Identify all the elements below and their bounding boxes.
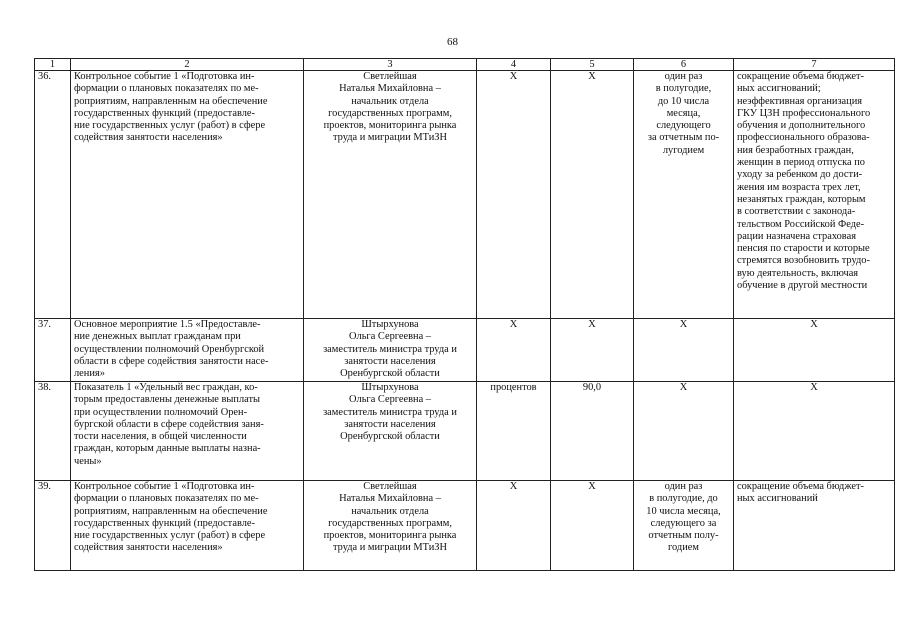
responsible-person: [304, 319, 477, 382]
responsible-person-line: заместитель министра труда и: [323, 406, 457, 418]
responsible-person-line: Оренбургской области: [340, 431, 440, 443]
risk-cell-line: незанятых граждан, которым: [737, 193, 866, 205]
event-description-line: ние денежных выплат гражданам при: [74, 331, 241, 343]
row-number: 38.: [35, 382, 71, 481]
risk-cell-line: Х: [810, 382, 818, 393]
event-description-line: тости населения, в общей численности: [74, 431, 247, 443]
deadline-cell-line: лугодием: [662, 144, 705, 156]
event-description-line: торым предоставлены денежные выплаты: [74, 394, 261, 406]
event-description-line: граждан, которым данные выплаты назна-: [74, 443, 261, 455]
deadline-cell-line: за отчетным по-: [647, 132, 720, 144]
event-description-line: роприятиям, направленным на обеспечение: [74, 505, 268, 517]
col-header-2: 2: [71, 59, 304, 71]
table-row: [35, 481, 895, 571]
responsible-person-line: Наталья Михайловна –: [339, 83, 441, 95]
responsible-person-line: Штырхунова: [361, 382, 419, 393]
col-header-7: 7: [734, 59, 895, 71]
responsible-person-line: государственных программ,: [328, 107, 452, 119]
table-row: [35, 319, 895, 382]
risk-cell-line: ГКУ ЦЗН профессионального: [737, 107, 871, 119]
risk-cell-line: ных ассигнований;: [737, 83, 821, 95]
risk-cell: [734, 382, 895, 481]
deadline-cell-line: Х: [679, 382, 688, 393]
row-number: 37.: [35, 319, 71, 382]
responsible-person-line: Светлейшая: [363, 481, 417, 492]
col-header-4: 4: [477, 59, 551, 71]
risk-cell-line: неэффективная организация: [737, 95, 863, 107]
deadline-cell-line: до 10 числа: [657, 95, 710, 107]
deadline-cell-line: один раз: [664, 71, 703, 82]
responsible-person: [304, 481, 477, 571]
responsible-person-line: проектов, мониторинга рынка: [323, 530, 457, 542]
event-description-line: Контрольное событие 1 «Подготовка ин-: [74, 71, 255, 82]
event-description: [71, 481, 304, 571]
event-description: [71, 319, 304, 382]
responsible-person-line: труда и миграции МТиЗН: [332, 542, 447, 554]
col-header-3: 3: [304, 59, 477, 71]
deadline-cell-line: Х: [679, 319, 688, 330]
deadline-cell-line: в полугодие, до: [649, 493, 718, 505]
value-cell: Х: [551, 319, 634, 382]
event-description-line: содействия занятости населения»: [74, 542, 223, 554]
risk-cell: [734, 71, 895, 319]
risk-cell-line: сокращение объема бюджет-: [737, 71, 864, 82]
risk-cell-line: тельством Российской Феде-: [737, 218, 865, 230]
event-description-line: бургской области в сфере содействия заня-: [74, 418, 264, 430]
event-description-line: государственных функций (предоставле-: [74, 107, 255, 119]
event-description-line: Основное мероприятие 1.5 «Предоставле-: [74, 319, 261, 330]
responsible-person-line: проектов, мониторинга рынка: [323, 120, 457, 132]
responsible-person-line: Светлейшая: [363, 71, 417, 82]
deadline-cell: [634, 481, 734, 571]
responsible-person-line: Оренбургской области: [340, 368, 440, 380]
unit-cell: Х: [477, 319, 551, 382]
event-description-line: формации о плановых показателях по ме-: [74, 493, 259, 505]
deadline-cell: [634, 71, 734, 319]
risk-cell-line: жения им возраста трех лет,: [737, 181, 861, 193]
value-cell: Х: [551, 71, 634, 319]
deadline-cell: [634, 319, 734, 382]
risk-cell-line: вую деятельность, включая: [737, 267, 859, 279]
event-description: [71, 71, 304, 319]
deadline-cell-line: следующего: [656, 120, 711, 132]
event-description-line: ние государственных услуг (работ) в сфере: [74, 530, 266, 542]
deadline-cell-line: месяца,: [666, 107, 701, 119]
event-description-line: чены»: [74, 455, 102, 467]
risk-cell-line: уходу за ребенком до дости-: [737, 169, 863, 181]
deadline-cell: [634, 382, 734, 481]
event-description-line: при осуществлении полномочий Орен-: [74, 406, 248, 418]
event-description-line: осуществлении полномочий Оренбургской: [74, 343, 265, 355]
table-row: [35, 382, 895, 481]
responsible-person-line: занятости населения: [344, 418, 436, 430]
event-description-line: Контрольное событие 1 «Подготовка ин-: [74, 481, 255, 492]
event-description-line: ления»: [74, 368, 105, 380]
event-description-line: ние государственных услуг (работ) в сфере: [74, 120, 266, 132]
responsible-person-line: занятости населения: [344, 355, 436, 367]
risk-cell-line: Х: [810, 319, 818, 330]
column-number-row: [35, 59, 895, 71]
risk-cell: [734, 481, 895, 571]
event-description-line: области в сфере содействия занятости насе-: [74, 355, 269, 367]
risk-cell: [734, 319, 895, 382]
responsible-person-line: Ольга Сергеевна –: [349, 394, 431, 406]
event-description-line: формации о плановых показателях по ме-: [74, 83, 259, 95]
risk-cell-line: ных ассигнований: [737, 493, 818, 505]
deadline-cell-line: годием: [668, 542, 699, 554]
deadline-cell-line: один раз: [664, 481, 703, 492]
deadline-cell-line: следующего за: [650, 517, 717, 529]
col-header-5: 5: [551, 59, 634, 71]
deadline-cell-line: 10 числа месяца,: [646, 505, 721, 517]
plan-table: [34, 58, 895, 571]
responsible-person-line: начальник отдела: [351, 95, 429, 107]
responsible-person-line: начальник отдела: [351, 505, 429, 517]
event-description-line: государственных функций (предоставле-: [74, 517, 255, 529]
risk-cell-line: в соответствии с законода-: [737, 206, 856, 218]
responsible-person-line: Наталья Михайловна –: [339, 493, 441, 505]
risk-cell-line: обучение в другой местности: [737, 280, 868, 292]
risk-cell-line: ния безработных граждан,: [737, 144, 854, 156]
page-number: 68: [447, 36, 458, 48]
value-cell: Х: [551, 481, 634, 571]
deadline-cell-line: в полугодие,: [655, 83, 712, 95]
responsible-person-line: Штырхунова: [361, 319, 419, 330]
unit-cell: процентов: [477, 382, 551, 481]
responsible-person-line: государственных программ,: [328, 517, 452, 529]
event-description-line: Показатель 1 «Удельный вес граждан, ко-: [74, 382, 258, 393]
responsible-person: [304, 71, 477, 319]
row-number: 36.: [35, 71, 71, 319]
unit-cell: Х: [477, 481, 551, 571]
responsible-person-line: труда и миграции МТиЗН: [332, 132, 447, 144]
event-description-line: содействия занятости населения»: [74, 132, 223, 144]
table-row: [35, 71, 895, 319]
responsible-person: [304, 382, 477, 481]
risk-cell-line: профессионального образова-: [737, 132, 870, 144]
event-description: [71, 382, 304, 481]
risk-cell-line: обучения и дополнительного: [737, 120, 866, 132]
deadline-cell-line: отчетным полу-: [648, 530, 719, 542]
unit-cell: Х: [477, 71, 551, 319]
value-cell: 90,0: [551, 382, 634, 481]
row-number: 39.: [35, 481, 71, 571]
event-description-line: роприятиям, направленным на обеспечение: [74, 95, 268, 107]
responsible-person-line: Ольга Сергеевна –: [349, 331, 431, 343]
col-header-6: 6: [634, 59, 734, 71]
responsible-person-line: заместитель министра труда и: [323, 343, 457, 355]
risk-cell-line: женщин в период отпуска по: [737, 157, 865, 169]
risk-cell-line: рации назначена страховая: [737, 230, 856, 242]
risk-cell-line: пенсия по старости и которые: [737, 243, 870, 255]
risk-cell-line: сокращение объема бюджет-: [737, 481, 864, 492]
col-header-1: 1: [35, 59, 71, 71]
risk-cell-line: стремятся возобновить трудо-: [737, 255, 870, 267]
